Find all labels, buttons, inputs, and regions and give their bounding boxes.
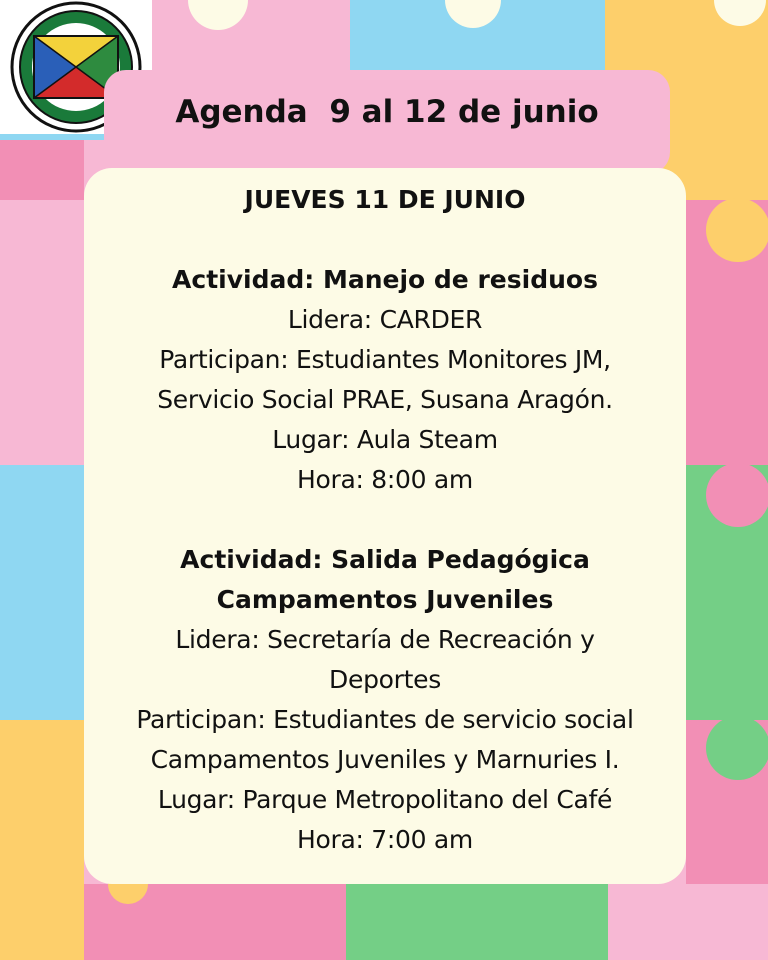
activity-2-time: Hora: 7:00 am	[297, 825, 473, 854]
activity-2-place: Lugar: Parque Metropolitano del Café	[157, 785, 613, 814]
agenda-content	[84, 180, 686, 860]
activity-2-participants-cont: Campamentos Juveniles y Marnuries I.	[150, 745, 620, 774]
activity-1-leader: Lidera: CARDER	[287, 305, 483, 334]
activity-2-leader: Lidera: Secretaría de Recreación y	[175, 625, 595, 654]
agenda-title: Agenda 9 al 12 de junio	[175, 94, 599, 130]
activity-1-participants-cont: Servicio Social PRAE, Susana Aragón.	[157, 385, 613, 414]
activity-2-leader-cont: Deportes	[329, 665, 441, 694]
activity-2-participants: Participan: Estudiantes de servicio social	[136, 705, 634, 734]
activity-1-title: Actividad: Manejo de residuos	[172, 265, 598, 294]
day-heading: JUEVES 11 DE JUNIO	[244, 185, 526, 214]
activity-2-title: Actividad: Salida Pedagógica	[180, 545, 590, 574]
activity-2-title-cont: Campamentos Juveniles	[216, 585, 554, 614]
activity-1-place: Lugar: Aula Steam	[272, 425, 498, 454]
activity-1-participants: Participan: Estudiantes Monitores JM,	[159, 345, 611, 374]
activity-1-time: Hora: 8:00 am	[297, 465, 473, 494]
